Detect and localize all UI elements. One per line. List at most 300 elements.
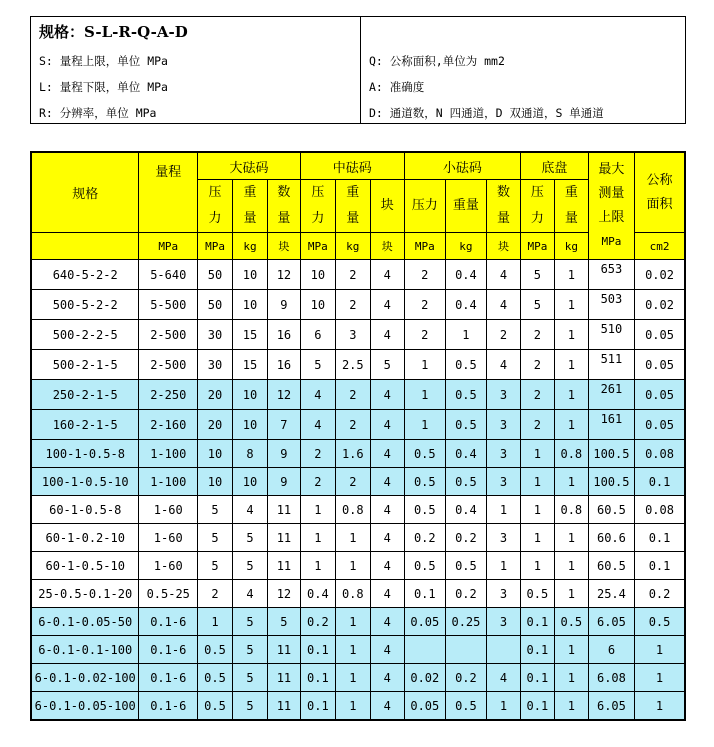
table-cell: 30 (198, 320, 233, 350)
legend-line-l: L: 量程下限，单位 MPa (39, 80, 168, 94)
table-cell: 20 (198, 410, 233, 440)
table-cell: 5 (370, 350, 404, 380)
table-cell: 10 (233, 468, 268, 496)
table-cell: 0.2 (300, 608, 335, 636)
table-cell: 2 (300, 440, 335, 468)
table-row (31, 260, 685, 290)
table-cell: 4 (233, 496, 268, 524)
table-cell: 1 (520, 440, 554, 468)
header-medium-weight: 中砝码 (300, 152, 404, 180)
table-cell: 0.1 (635, 552, 685, 580)
table-cell: 1 (335, 692, 370, 721)
spec-cell: 60-1-0.2-10 (31, 524, 139, 552)
legend-line-q: Q: 公称面积,单位为 mm2 (369, 54, 505, 68)
legend-left (31, 17, 361, 123)
table-cell: 0.5-25 (139, 580, 198, 608)
table-row (31, 608, 685, 636)
table-cell: 1 (335, 552, 370, 580)
table-cell: 3 (486, 468, 520, 496)
table-cell: 1 (635, 636, 685, 664)
table-cell: 1 (554, 692, 588, 721)
table-cell: 4 (370, 320, 404, 350)
table-cell: 0.5 (198, 692, 233, 721)
table-cell: 9 (267, 290, 300, 320)
table-cell: 1 (635, 664, 685, 692)
table-cell: 0.05 (635, 380, 685, 410)
spec-table (30, 151, 686, 721)
table-cell: 511 (588, 350, 634, 380)
spec-cell: 500-5-2-2 (31, 290, 139, 320)
table-row (31, 410, 685, 440)
large-count-head: 数 量 (267, 180, 300, 233)
table-cell: 1 (554, 636, 588, 664)
table-cell: 60.5 (588, 496, 634, 524)
table-cell: 0.5 (445, 692, 486, 721)
table-cell: 4 (370, 524, 404, 552)
table-cell: 1 (554, 320, 588, 350)
table-cell: 261 (588, 380, 634, 410)
spec-cell: 60-1-0.5-8 (31, 496, 139, 524)
table-cell: 3 (486, 410, 520, 440)
table-cell: 0.5 (445, 410, 486, 440)
table-cell: 25.4 (588, 580, 634, 608)
spec-cell: 6-0.1-0.05-100 (31, 692, 139, 721)
table-cell: 11 (267, 692, 300, 721)
table-cell: 10 (233, 410, 268, 440)
table-cell: 1 (554, 410, 588, 440)
table-cell: 161 (588, 410, 634, 440)
table-cell: 4 (370, 410, 404, 440)
table-cell: 15 (233, 320, 268, 350)
table-cell: 1 (554, 468, 588, 496)
table-cell: 0.1-6 (139, 608, 198, 636)
table-row (31, 320, 685, 350)
table-cell: 50 (198, 260, 233, 290)
table-cell: 4 (233, 580, 268, 608)
table-cell: 5 (198, 496, 233, 524)
table-cell: 1 (554, 524, 588, 552)
table-cell: 4 (370, 496, 404, 524)
table-cell: 4 (370, 380, 404, 410)
table-cell: 2 (335, 468, 370, 496)
table-cell: 1 (404, 380, 445, 410)
table-cell: 2 (520, 320, 554, 350)
unit-cell: kg (445, 233, 486, 260)
spec-cell: 6-0.1-0.02-100 (31, 664, 139, 692)
unit-row (31, 233, 685, 260)
table-cell: 1 (520, 524, 554, 552)
table-cell: 2 (404, 290, 445, 320)
header-range: 量程 (139, 152, 198, 233)
table-cell: 60.5 (588, 552, 634, 580)
table-cell: 1 (554, 350, 588, 380)
table-cell: 2-500 (139, 350, 198, 380)
table-cell: 0.4 (445, 290, 486, 320)
legend-line-r: R: 分辨率，单位 MPa (39, 106, 157, 120)
table-cell: 4 (486, 260, 520, 290)
small-weight-head: 重量 (445, 180, 486, 233)
medium-weight-head: 重 量 (335, 180, 370, 233)
spec-cell: 500-2-2-5 (31, 320, 139, 350)
large-weight-head: 重 量 (233, 180, 268, 233)
table-cell: 0.2 (445, 524, 486, 552)
spec-cell: 160-2-1-5 (31, 410, 139, 440)
table-cell: 0.5 (520, 580, 554, 608)
table-cell: 6 (588, 636, 634, 664)
table-cell: 0.5 (445, 350, 486, 380)
table-cell: 4 (370, 664, 404, 692)
table-cell: 0.5 (198, 636, 233, 664)
table-cell: 0.8 (554, 440, 588, 468)
table-cell: 1 (335, 636, 370, 664)
table-cell: 1 (404, 350, 445, 380)
table-cell: 4 (300, 380, 335, 410)
table-cell: 0.2 (445, 580, 486, 608)
table-cell: 5 (520, 260, 554, 290)
table-cell: 1 (554, 290, 588, 320)
table-cell: 3 (486, 524, 520, 552)
table-cell: 11 (267, 636, 300, 664)
table-cell: 0.5 (554, 608, 588, 636)
area-line-1: 公称 (646, 172, 673, 188)
table-cell: 5 (233, 664, 268, 692)
header-large-weight: 大砝码 (198, 152, 301, 180)
medium-count-head: 块 (370, 180, 404, 233)
legend-line-s: S: 量程上限，单位 MPa (39, 54, 168, 68)
table-cell: 2 (335, 290, 370, 320)
table-row (31, 552, 685, 580)
table-cell: 0.1 (404, 580, 445, 608)
table-cell: 2.5 (335, 350, 370, 380)
table-cell: 1 (335, 608, 370, 636)
table-cell: 4 (370, 636, 404, 664)
table-cell: 0.02 (635, 260, 685, 290)
header-area (635, 152, 685, 233)
table-cell: 4 (370, 290, 404, 320)
table-cell: 0.8 (335, 580, 370, 608)
legend-right (361, 17, 685, 123)
spec-legend (30, 16, 686, 124)
table-cell: 1 (635, 692, 685, 721)
table-cell: 0.05 (404, 692, 445, 721)
table-cell: 5 (233, 608, 268, 636)
table-cell: 2-500 (139, 320, 198, 350)
table-cell: 1 (520, 468, 554, 496)
table-cell: 2-160 (139, 410, 198, 440)
legend-line-a: A: 准确度 (369, 80, 425, 94)
table-cell: 0.02 (404, 664, 445, 692)
table-cell: 0.5 (198, 664, 233, 692)
table-cell: 1-60 (139, 496, 198, 524)
table-cell: 11 (267, 496, 300, 524)
table-cell: 1.6 (335, 440, 370, 468)
table-cell: 4 (370, 692, 404, 721)
unit-cell: MPa (300, 233, 335, 260)
table-cell: 1 (554, 260, 588, 290)
table-cell: 10 (198, 468, 233, 496)
table-cell: 11 (267, 524, 300, 552)
table-cell: 5 (233, 692, 268, 721)
table-cell: 1 (486, 692, 520, 721)
unit-cell: MPa (139, 233, 198, 260)
table-cell: 0.4 (445, 440, 486, 468)
table-cell: 50 (198, 290, 233, 320)
table-cell: 0.1 (300, 664, 335, 692)
max-pressure-line-3: 上限 (598, 210, 625, 225)
table-row (31, 350, 685, 380)
table-cell: 100.5 (588, 440, 634, 468)
table-cell: 3 (486, 380, 520, 410)
table-row (31, 580, 685, 608)
table-cell: 0.08 (635, 496, 685, 524)
table-cell: 0.8 (335, 496, 370, 524)
unit-cell: 块 (267, 233, 300, 260)
table-cell: 0.2 (635, 580, 685, 608)
table-cell: 2 (198, 580, 233, 608)
table-cell: 12 (267, 580, 300, 608)
table-cell: 1-60 (139, 524, 198, 552)
legend-line-d: D: 通道数，N 四通道，D 双通道，S 单通道 (369, 106, 604, 120)
unit-cell: 块 (370, 233, 404, 260)
table-row (31, 524, 685, 552)
table-cell: 503 (588, 290, 634, 320)
table-cell: 0.5 (635, 608, 685, 636)
table-cell: 1-60 (139, 552, 198, 580)
base-pressure-head: 压 力 (520, 180, 554, 233)
table-cell: 1 (520, 552, 554, 580)
table-cell: 4 (300, 410, 335, 440)
table-cell: 4 (370, 468, 404, 496)
spec-cell: 100-1-0.5-8 (31, 440, 139, 468)
table-cell: 1 (554, 664, 588, 692)
table-cell: 2 (404, 320, 445, 350)
large-pressure-head: 压 力 (198, 180, 233, 233)
table-cell: 1 (554, 580, 588, 608)
table-cell: 0.5 (445, 380, 486, 410)
table-cell: 6.08 (588, 664, 634, 692)
table-cell: 0.1-6 (139, 664, 198, 692)
table-cell: 0.5 (404, 496, 445, 524)
table-row (31, 636, 685, 664)
table-cell: 0.4 (300, 580, 335, 608)
table-cell: 16 (267, 350, 300, 380)
table-cell: 0.25 (445, 608, 486, 636)
table-cell: 10 (300, 260, 335, 290)
unit-cell: MPa (520, 233, 554, 260)
table-cell: 5 (233, 636, 268, 664)
unit-cell: cm2 (635, 233, 685, 260)
table-cell: 0.05 (404, 608, 445, 636)
table-cell: 0.05 (635, 320, 685, 350)
table-cell: 3 (486, 608, 520, 636)
table-cell: 2 (486, 320, 520, 350)
table-cell: 1 (554, 552, 588, 580)
unit-cell: 块 (486, 233, 520, 260)
table-cell (445, 636, 486, 664)
table-cell: 2 (335, 410, 370, 440)
table-cell: 20 (198, 380, 233, 410)
spec-cell: 6-0.1-0.1-100 (31, 636, 139, 664)
table-cell: 16 (267, 320, 300, 350)
header-spec: 规格 (31, 152, 139, 233)
table-cell: 2 (335, 380, 370, 410)
table-cell: 2 (520, 380, 554, 410)
table-cell: 0.05 (635, 410, 685, 440)
spec-cell: 250-2-1-5 (31, 380, 139, 410)
table-row (31, 496, 685, 524)
table-cell: 8 (233, 440, 268, 468)
table-cell: 0.1 (300, 692, 335, 721)
table-cell: 0.5 (404, 440, 445, 468)
table-cell: 5 (198, 524, 233, 552)
table-cell: 0.2 (445, 664, 486, 692)
table-cell: 1 (300, 524, 335, 552)
table-cell: 1 (445, 320, 486, 350)
table-cell: 5 (267, 608, 300, 636)
spec-cell: 640-5-2-2 (31, 260, 139, 290)
header-small-weight: 小砝码 (404, 152, 520, 180)
max-pressure-line-1: 最大 (598, 162, 625, 177)
table-cell: 4 (486, 290, 520, 320)
table-cell: 4 (370, 608, 404, 636)
spec-cell: 6-0.1-0.05-50 (31, 608, 139, 636)
table-cell: 2 (404, 260, 445, 290)
table-cell: 0.5 (445, 552, 486, 580)
header-base-plate: 底盘 (520, 152, 588, 180)
unit-cell: kg (554, 233, 588, 260)
table-cell: 4 (486, 350, 520, 380)
table-cell: 1-100 (139, 468, 198, 496)
table-cell: 0.1 (300, 636, 335, 664)
table-cell: 2 (300, 468, 335, 496)
table-cell: 9 (267, 468, 300, 496)
table-cell: 4 (370, 552, 404, 580)
table-cell: 510 (588, 320, 634, 350)
table-cell: 1 (486, 496, 520, 524)
table-cell: 6.05 (588, 608, 634, 636)
table-cell: 1 (300, 496, 335, 524)
table-cell: 5 (198, 552, 233, 580)
table-cell: 5 (233, 524, 268, 552)
table-cell: 7 (267, 410, 300, 440)
table-row (31, 440, 685, 468)
unit-cell: MPa (404, 233, 445, 260)
table-row (31, 468, 685, 496)
table-cell (404, 636, 445, 664)
table-cell: 2 (520, 350, 554, 380)
table-cell: 3 (486, 440, 520, 468)
table-cell: 5-500 (139, 290, 198, 320)
max-pressure-unit: MPa (601, 235, 622, 248)
table-cell: 0.2 (404, 524, 445, 552)
table-cell: 4 (370, 260, 404, 290)
table-cell: 1-100 (139, 440, 198, 468)
small-count-head: 数 量 (486, 180, 520, 233)
table-cell: 5 (520, 290, 554, 320)
table-row (31, 290, 685, 320)
table-cell: 0.5 (404, 552, 445, 580)
unit-cell: MPa (198, 233, 233, 260)
table-cell: 2 (335, 260, 370, 290)
table-cell: 2 (520, 410, 554, 440)
table-cell: 0.1-6 (139, 692, 198, 721)
table-cell: 10 (198, 440, 233, 468)
table-cell: 2-250 (139, 380, 198, 410)
table-cell: 1 (520, 496, 554, 524)
max-pressure-line-2: 测量 (598, 186, 625, 201)
table-cell: 10 (233, 260, 268, 290)
table-cell: 1 (198, 608, 233, 636)
spec-cell: 500-2-1-5 (31, 350, 139, 380)
table-cell: 0.1 (635, 524, 685, 552)
spec-cell: 60-1-0.5-10 (31, 552, 139, 580)
table-cell: 4 (370, 440, 404, 468)
table-cell: 1 (335, 524, 370, 552)
table-cell: 653 (588, 260, 634, 290)
table-cell: 0.08 (635, 440, 685, 468)
table-cell: 11 (267, 664, 300, 692)
table-cell: 1 (486, 552, 520, 580)
spec-cell: 25-0.5-0.1-20 (31, 580, 139, 608)
table-cell: 10 (233, 290, 268, 320)
table-cell: 0.4 (445, 496, 486, 524)
table-cell: 12 (267, 380, 300, 410)
table-cell: 5 (233, 552, 268, 580)
table-cell: 0.1 (520, 692, 554, 721)
table-cell: 0.4 (445, 260, 486, 290)
table-cell: 0.1 (520, 608, 554, 636)
table-row (31, 380, 685, 410)
table-cell: 0.1-6 (139, 636, 198, 664)
table-cell: 5 (300, 350, 335, 380)
table-cell: 60.6 (588, 524, 634, 552)
table-cell: 0.02 (635, 290, 685, 320)
table-cell: 9 (267, 440, 300, 468)
table-cell: 0.1 (520, 636, 554, 664)
table-cell: 3 (335, 320, 370, 350)
table-cell: 12 (267, 260, 300, 290)
table-cell: 0.1 (635, 468, 685, 496)
table-cell: 6 (300, 320, 335, 350)
unit-cell: kg (335, 233, 370, 260)
table-cell: 0.05 (635, 350, 685, 380)
area-line-2: 面积 (646, 196, 673, 212)
table-cell: 1 (300, 552, 335, 580)
table-cell: 11 (267, 552, 300, 580)
table-cell (486, 636, 520, 664)
small-pressure-head: 压力 (404, 180, 445, 233)
table-cell: 1 (335, 664, 370, 692)
table-cell: 0.1 (520, 664, 554, 692)
spec-cell: 100-1-0.5-10 (31, 468, 139, 496)
table-row (31, 692, 685, 721)
table-cell: 10 (233, 380, 268, 410)
table-cell: 4 (486, 664, 520, 692)
table-cell: 10 (300, 290, 335, 320)
medium-pressure-head: 压 力 (300, 180, 335, 233)
table-cell: 100.5 (588, 468, 634, 496)
table-cell: 30 (198, 350, 233, 380)
table-cell: 1 (554, 380, 588, 410)
table-cell: 0.8 (554, 496, 588, 524)
unit-cell: kg (233, 233, 268, 260)
table-cell: 4 (370, 580, 404, 608)
table-cell: 0.5 (404, 468, 445, 496)
table-cell: 0.5 (445, 468, 486, 496)
table-cell: 5-640 (139, 260, 198, 290)
table-row (31, 664, 685, 692)
header-max-pressure (588, 152, 634, 260)
